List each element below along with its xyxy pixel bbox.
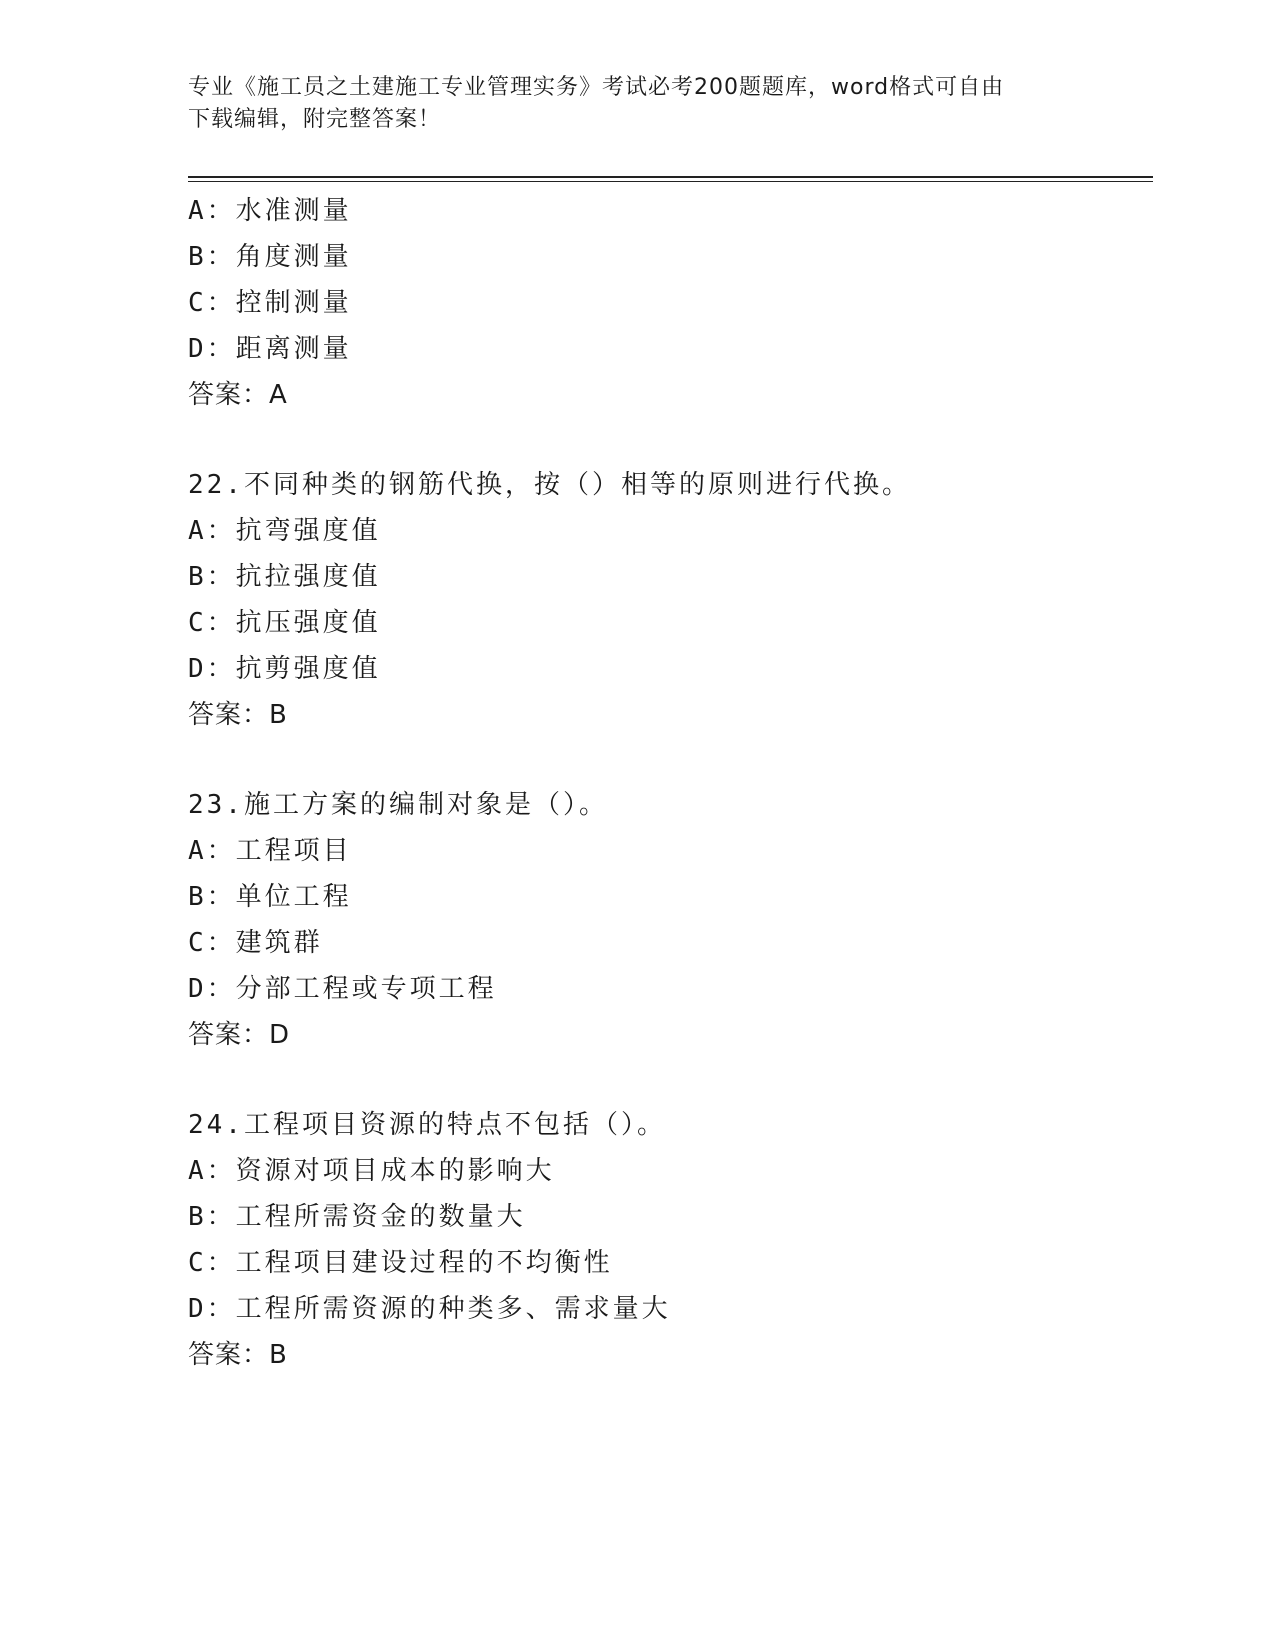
option-c: C：控制测量 [188,288,352,318]
question-text: 22.不同种类的钢筋代换，按（）相等的原则进行代换。 [188,470,911,500]
option-c: C：工程项目建设过程的不均衡性 [188,1248,613,1278]
header-line-2: 下载编辑，附完整答案！ [188,107,442,132]
option-d: D：抗剪强度值 [188,654,381,684]
header-rule-thick [188,176,1153,178]
option-d: D：距离测量 [188,334,352,364]
question-block-23 [188,782,1148,1058]
answer-line: 答案：A [188,380,288,410]
answer-line: 答案：B [188,700,288,730]
question-block-22 [188,462,1148,738]
option-a: A：资源对项目成本的影响大 [188,1156,555,1186]
answer-line: 答案：B [188,1340,288,1370]
option-a: A：水准测量 [188,196,352,226]
question-block-24 [188,1102,1148,1378]
option-a: A：工程项目 [188,836,352,866]
question-text: 24.工程项目资源的特点不包括（）。 [188,1110,666,1140]
document-header [188,72,1068,136]
option-d: D：工程所需资源的种类多、需求量大 [188,1294,671,1324]
block-spacer [188,418,1148,462]
option-c: C：抗压强度值 [188,608,381,638]
option-c: C：建筑群 [188,928,323,958]
question-list [188,188,1148,1378]
header-line-1: 专业《施工员之土建施工专业管理实务》考试必考200题题库，word格式可自由 [188,75,1005,100]
option-d: D：分部工程或专项工程 [188,974,497,1004]
answer-line: 答案：D [188,1020,291,1050]
option-b: B：角度测量 [188,242,352,272]
option-b: B：抗拉强度值 [188,562,381,592]
question-text: 23.施工方案的编制对象是（）。 [188,790,608,820]
option-b: B：工程所需资金的数量大 [188,1202,526,1232]
header-rule-thin [188,181,1153,182]
question-block-21 [188,188,1148,418]
option-a: A：抗弯强度值 [188,516,381,546]
block-spacer [188,738,1148,782]
option-b: B：单位工程 [188,882,352,912]
block-spacer [188,1058,1148,1102]
